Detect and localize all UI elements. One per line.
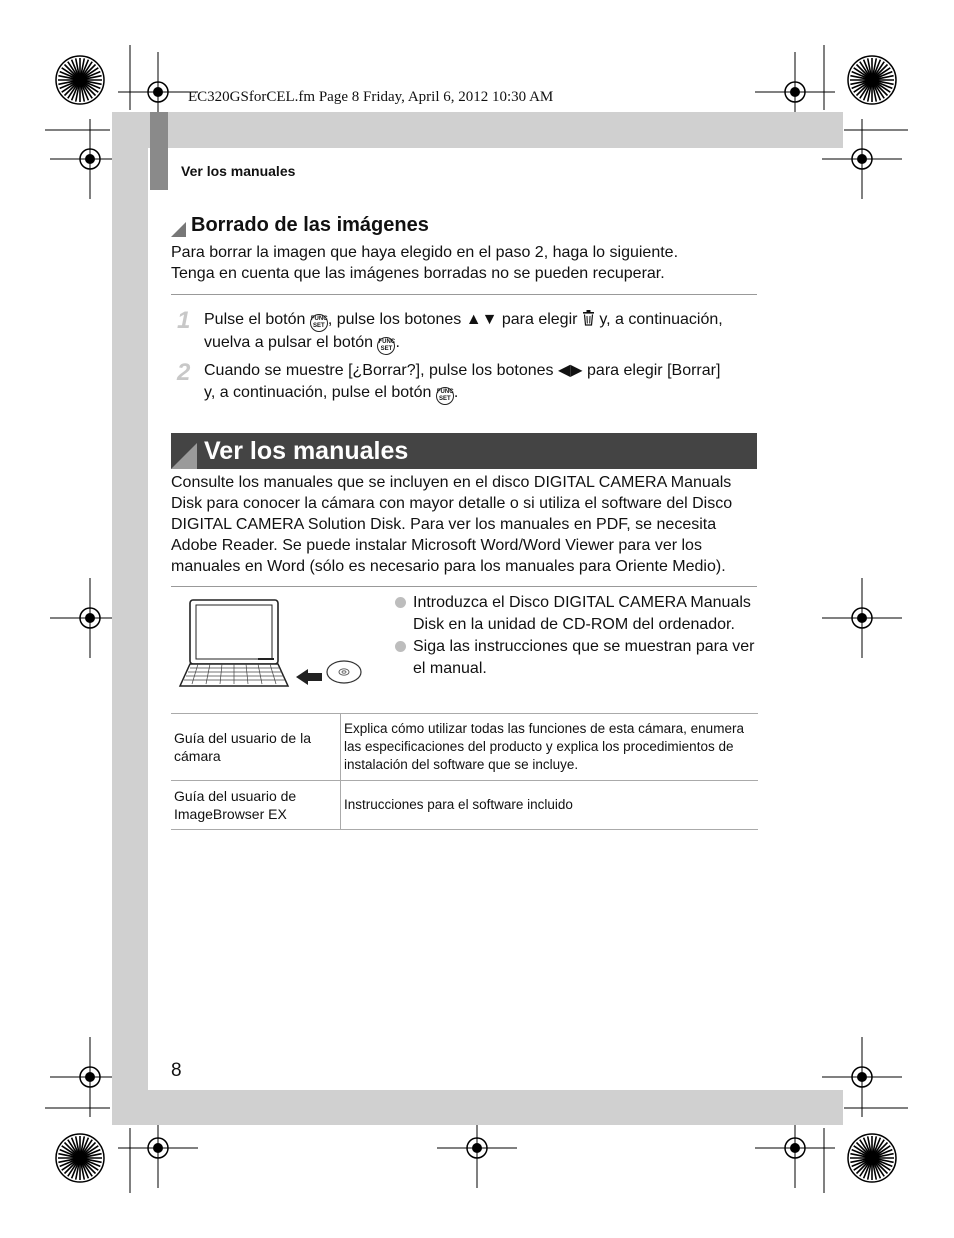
step-2: Cuando se muestre [¿Borrar?], pulse los botones ◀▶ para elegir [Borrar] y, a continuación, pulse el botón FUNC SET .: [204, 360, 764, 405]
manuals-body-paragraph: Consulte los manuales que se incluyen en el disco DIGITAL CAMERA Manuals Disk para conocer la cámara con mayor detalle o si utiliza el software del Disco DIGITAL CAMERA Solution Disk. Para ver los manuales en PDF, se necesita Adobe Reader. Se puede instalar Microsoft Word/Word Viewer para ver los manuales en Word (sólo es necesario para los manuales para Oriente Medio).: [171, 474, 733, 575]
instructions-list: [394, 592, 764, 680]
divider: [171, 294, 757, 295]
list-item: Siga las instrucciones que se muestran para ver el manual.: [394, 636, 764, 680]
table-row: [171, 714, 758, 781]
func-set-icon: FUNC SET: [377, 337, 395, 355]
up-down-arrow-icon: ▲▼: [465, 311, 498, 328]
page-number: 8: [171, 1060, 182, 1081]
section-triangle-icon: [171, 443, 197, 469]
bullet-icon: [395, 641, 406, 652]
table-cell-desc: Explica cómo utilizar todas las funciones de esta cámara, enumera las especificaciones del producto y explica los procedimientos de instalación del software que se incluye.: [341, 714, 759, 781]
heading-triangle-icon: [171, 222, 186, 237]
chapter-tab: [150, 112, 168, 190]
running-head: Ver los manuales: [181, 163, 296, 179]
table-cell-name: Guía del usuario de la cámara: [171, 714, 341, 781]
file-slug: EC320GSforCEL.fm Page 8 Friday, April 6, 2012 10:30 AM: [188, 89, 554, 105]
table-cell-name: Guía del usuario de ImageBrowser EX: [171, 781, 341, 830]
laptop-illustration: [178, 596, 368, 696]
step-number: 2: [177, 359, 191, 386]
page-frame-bottom: [112, 1090, 843, 1125]
page-frame-top: [112, 112, 843, 148]
laptop-icon: [180, 600, 288, 686]
table-row: [171, 781, 758, 830]
bullet-icon: [395, 597, 406, 608]
section-title: Ver los manuales: [204, 437, 409, 465]
step-1: Pulse el botón FUNC SET , pulse los botones ▲▼ para elegir y, a continuación, vuelva a pulsar el botón FUNC SET .: [204, 309, 764, 355]
arrow-left-icon: [296, 669, 322, 685]
func-set-icon: FUNC SET: [436, 387, 454, 405]
step-number: 1: [177, 307, 191, 334]
manuals-table: [171, 713, 758, 830]
subsection-heading: Borrado de las imágenes: [171, 214, 429, 237]
intro-paragraph: Para borrar la imagen que haya elegido en el paso 2, haga lo siguiente. Tenga en cuenta que las imágenes borradas no se pueden recuperar.: [171, 244, 679, 282]
list-item: Introduzca el Disco DIGITAL CAMERA Manuals Disk en la unidad de CD-ROM del ordenador.: [394, 592, 764, 636]
disc-icon: [327, 661, 361, 683]
divider: [171, 586, 757, 587]
func-set-icon: FUNC SET: [310, 314, 328, 332]
left-right-arrow-icon: ◀▶: [557, 362, 583, 379]
trash-icon: [582, 310, 595, 326]
page-frame-left: [112, 112, 148, 1125]
table-cell-desc: Instrucciones para el software incluido: [341, 781, 759, 830]
